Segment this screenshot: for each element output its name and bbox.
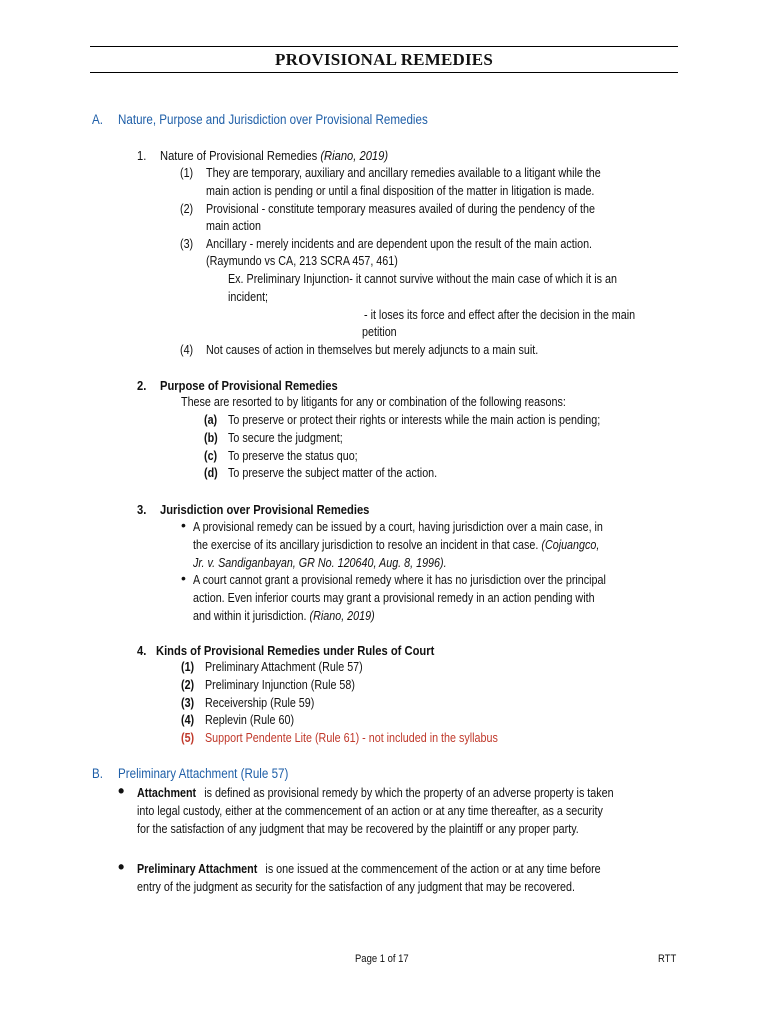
jurisdiction-bullet-1-citation-start: (Cojuangco, [541,538,600,552]
kinds-item-5-number: (5) [181,731,195,745]
kinds-heading: Kinds of Provisional Remedies under Rules of Court [156,643,435,658]
nature-item-1-line-1: They are temporary, auxiliary and ancillary remedies available to a litigant while the [206,166,601,180]
kinds-number: 4. [137,643,147,658]
section-a-heading: Nature, Purpose and Jurisdiction over Provisional Remedies [118,112,428,127]
nature-item-1-line-2: main action is pending or until a final disposition of the matter in litigation is made. [206,184,595,198]
nature-item-4-text: Not causes of action in themselves but merely adjuncts to a main suit. [206,343,539,357]
nature-item-2-number: (2) [180,202,194,216]
preliminary-attachment-line-2: entry of the judgment as security for the satisfaction of any judgment that may be recovered. [137,880,575,894]
top-rule [90,46,678,47]
jurisdiction-bullet-1-line-2 [193,538,599,552]
jurisdiction-bullet-1-line-2-text: the exercise of its ancillary jurisdiction to resolve an incident in that case. [193,538,539,552]
author-initials: RTT [658,953,677,965]
kinds-item-2-number: (2) [181,678,195,692]
nature-item-2-line-2: main action [206,219,261,233]
attachment-line-1 [137,786,614,800]
bullet-icon: • [181,517,186,533]
attachment-definition-start: is defined as provisional remedy by which the property of an adverse property is taken [204,786,614,800]
purpose-item-a-text: To preserve or protect their rights or interests while the main action is pending; [228,413,601,427]
preliminary-attachment-definition-start: is one issued at the commencement of the action or at any time before [265,862,601,876]
attachment-term: Attachment [137,786,197,800]
kinds-item-4-text: Replevin (Rule 60) [205,713,295,727]
page-number: Page 1 of 17 [355,953,409,965]
kinds-item-1-text: Preliminary Attachment (Rule 57) [205,660,363,674]
nature-item-3-line-2: (Raymundo vs CA, 213 SCRA 457, 461) [206,254,398,268]
section-b-letter: B. [92,766,103,781]
jurisdiction-bullet-1-line-1: A provisional remedy can be issued by a court, having jurisdiction over a main case, in [193,520,603,534]
jurisdiction-heading: Jurisdiction over Provisional Remedies [160,502,370,517]
kinds-item-4-number: (4) [181,713,195,727]
preliminary-attachment-line-1 [137,862,601,876]
kinds-item-3-text: Receivership (Rule 59) [205,696,315,710]
bullet-icon: • [118,857,125,877]
jurisdiction-bullet-2-line-1: A court cannot grant a provisional remedy where it has no jurisdiction over the principal [193,573,606,587]
nature-heading [160,148,388,163]
jurisdiction-bullet-2-line-3 [193,609,375,623]
attachment-line-3: for the satisfaction of any judgment that may be recovered by the plaintiff or any proper party. [137,822,579,836]
purpose-item-c-label: (c) [204,449,218,463]
purpose-intro: These are resorted to by litigants for any or combination of the following reasons: [181,395,566,409]
kinds-item-2-text: Preliminary Injunction (Rule 58) [205,678,355,692]
jurisdiction-bullet-2-line-2: action. Even inferior courts may grant a provisional remedy in an action pending with [193,591,595,605]
kinds-item-5-text: Support Pendente Lite (Rule 61) - not included in the syllabus [205,731,498,745]
nature-heading-text: Nature of Provisional Remedies [160,148,318,163]
bullet-icon: • [118,781,125,801]
section-b-heading: Preliminary Attachment (Rule 57) [118,766,289,781]
nature-item-3-line-1: Ancillary - merely incidents and are dependent upon the result of the main action. [206,237,593,251]
example-line-1: Ex. Preliminary Injunction- it cannot survive without the main case of which it is an [228,272,617,286]
nature-item-4-number: (4) [180,343,194,357]
nature-item-3-number: (3) [180,237,194,251]
nature-item-2-line-1: Provisional - constitute temporary measures availed of during the pendency of the [206,202,596,216]
example-line-3: - it loses its force and effect after the decision in the main [364,308,636,322]
bullet-icon: • [181,570,186,586]
nature-number: 1. [137,148,147,163]
example-line-4: petition [362,325,397,339]
example-line-2: incident; [228,290,269,304]
attachment-line-2: into legal custody, either at the commencement of an action or at any time thereafter, as a security [137,804,603,818]
preliminary-attachment-term: Preliminary Attachment [137,862,258,876]
page-title: PROVISIONAL REMEDIES [275,50,493,69]
jurisdiction-bullet-1-citation-end: Jr. v. Sandiganbayan, GR No. 120640, Aug. 8, 1996). [193,556,447,570]
title-underline [90,72,678,73]
nature-item-1-number: (1) [180,166,194,180]
purpose-heading: Purpose of Provisional Remedies [160,378,338,393]
purpose-item-d-label: (d) [204,466,218,480]
kinds-item-1-number: (1) [181,660,195,674]
purpose-number: 2. [137,378,147,393]
purpose-item-b-text: To secure the judgment; [228,431,343,445]
nature-citation: (Riano, 2019) [320,148,389,163]
jurisdiction-bullet-2-line-3-text: and within it jurisdiction. [193,609,307,623]
purpose-item-b-label: (b) [204,431,218,445]
kinds-item-3-number: (3) [181,696,195,710]
jurisdiction-number: 3. [137,502,147,517]
purpose-item-c-text: To preserve the status quo; [228,449,358,463]
jurisdiction-bullet-2-citation: (Riano, 2019) [309,609,375,623]
purpose-item-d-text: To preserve the subject matter of the action. [228,466,438,480]
section-a-letter: A. [92,112,103,127]
purpose-item-a-label: (a) [204,413,218,427]
